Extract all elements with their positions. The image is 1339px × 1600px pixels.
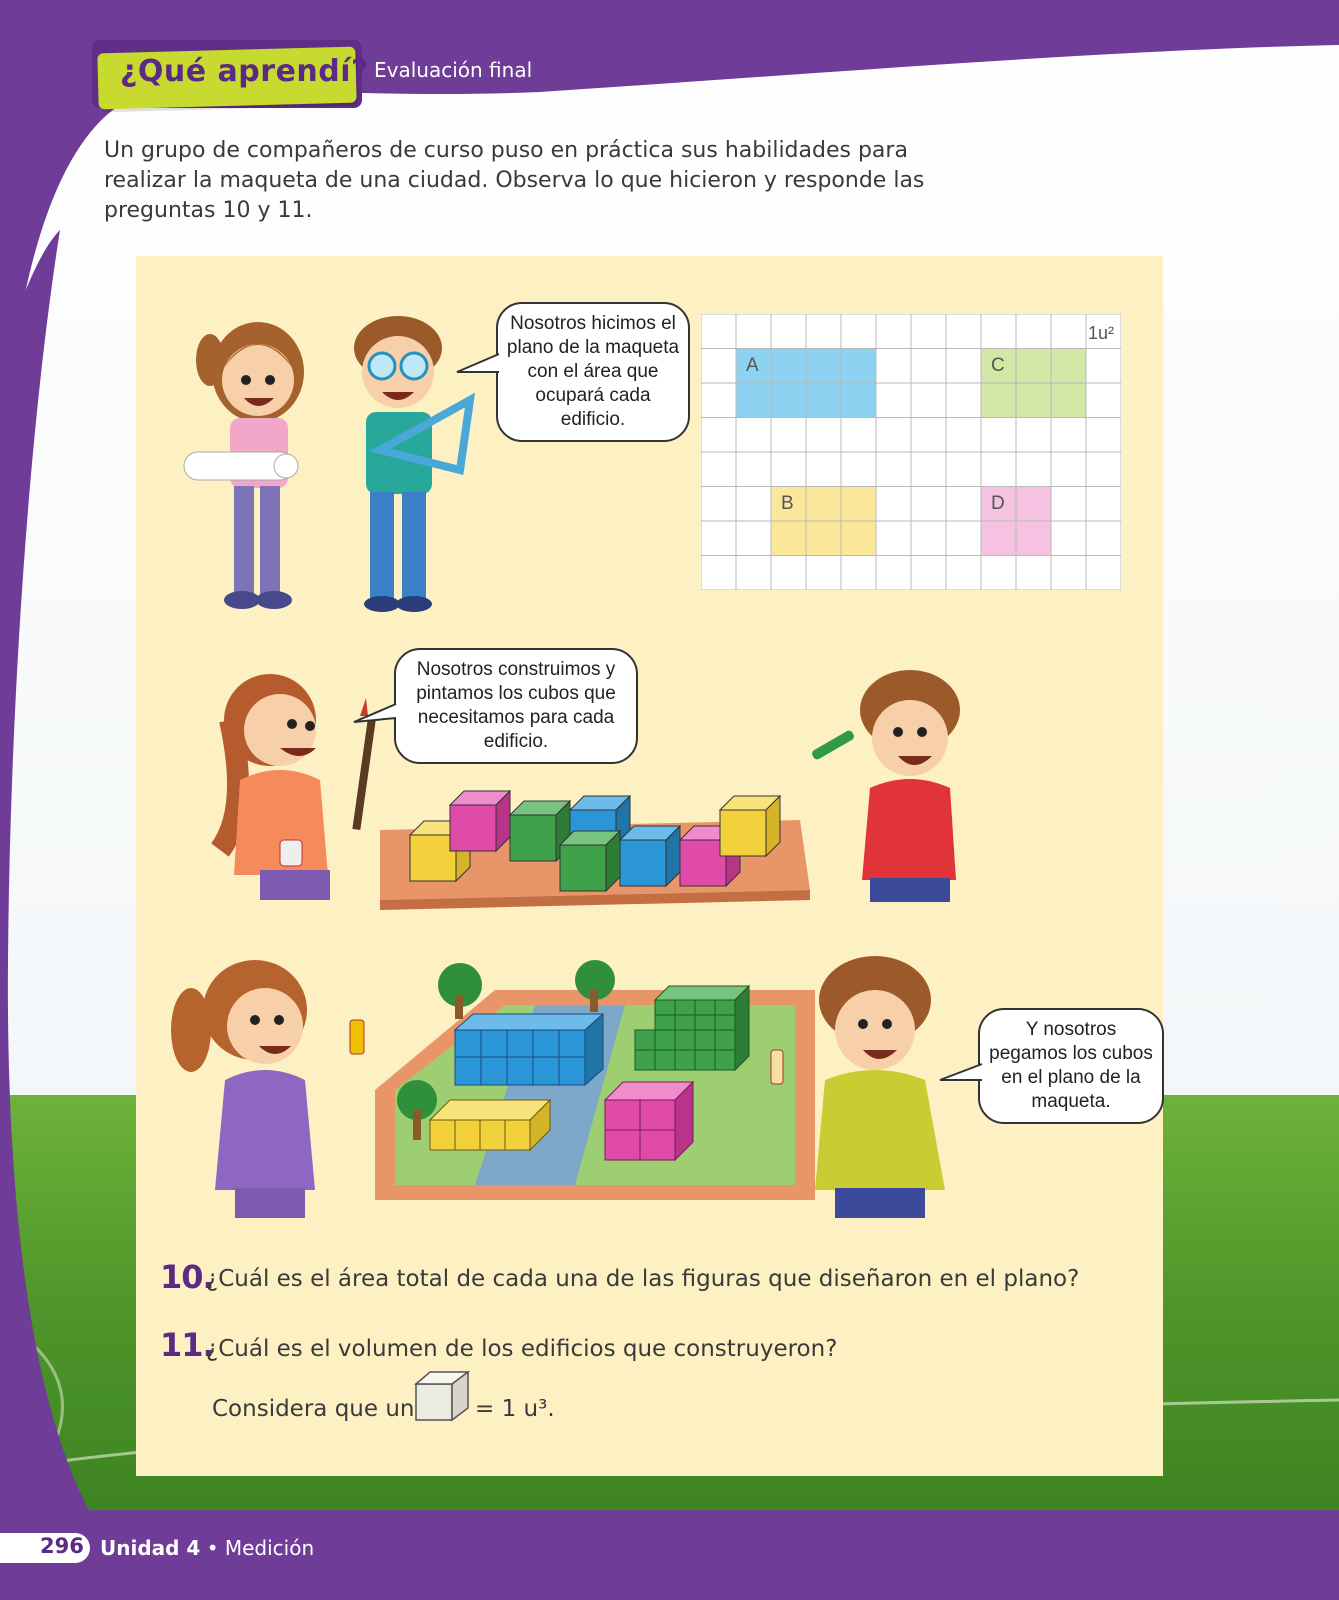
section-subtitle: Evaluación final (374, 58, 533, 82)
unit-topic: Medición (224, 1536, 315, 1560)
grid-label-d: D (991, 493, 1005, 514)
question-10-number: 10. (160, 1258, 214, 1296)
grid-label-c: C (991, 355, 1005, 376)
unit-name: Unidad 4 (100, 1536, 201, 1560)
question-11-number: 11. (160, 1326, 214, 1364)
consider-text: Considera que un (212, 1396, 415, 1422)
unit-label (100, 1536, 314, 1560)
area-grid-plan (701, 314, 1121, 590)
blue-building (455, 1014, 603, 1085)
speech-bubble-glue: Y nosotros pegamos los cubos en el plano de la maqueta. (978, 1008, 1164, 1124)
yellow-building (430, 1100, 550, 1150)
speech-bubble-plan: Nosotros hicimos el plano de la maqueta con el área que ocupará cada edificio. (496, 302, 690, 442)
grid-label-a: A (746, 355, 759, 376)
unit-separator: • (206, 1536, 219, 1560)
question-10-text: ¿Cuál es el área total de cada una de las figuras que diseñaron en el plano? (206, 1266, 1080, 1292)
question-11-text: ¿Cuál es el volumen de los edificios que construyeron? (206, 1336, 838, 1362)
page-number: 296 (40, 1534, 84, 1558)
consider-unit: = 1 u³. (475, 1396, 555, 1422)
kids-plan-illustration (170, 300, 500, 630)
section-title: ¿Qué aprendí? (120, 54, 369, 89)
speech-bubble-tail (938, 1060, 984, 1088)
unit-cube-icon (414, 1370, 472, 1422)
speech-bubble-cubes: Nosotros construimos y pintamos los cubos que necesitamos para cada edificio. (394, 648, 638, 764)
speech-bubble-tail (352, 700, 398, 726)
grid-label-b: B (781, 493, 794, 514)
pink-building (605, 1082, 693, 1160)
unit-square-label: 1u² (1088, 323, 1115, 343)
speech-bubble-tail (455, 350, 501, 380)
intro-paragraph: Un grupo de compañeros de curso puso en práctica sus habilidades para realizar la maqueta de una ciudad. Observa lo que hicieron y responde las preguntas 10 y 11. (104, 138, 925, 223)
